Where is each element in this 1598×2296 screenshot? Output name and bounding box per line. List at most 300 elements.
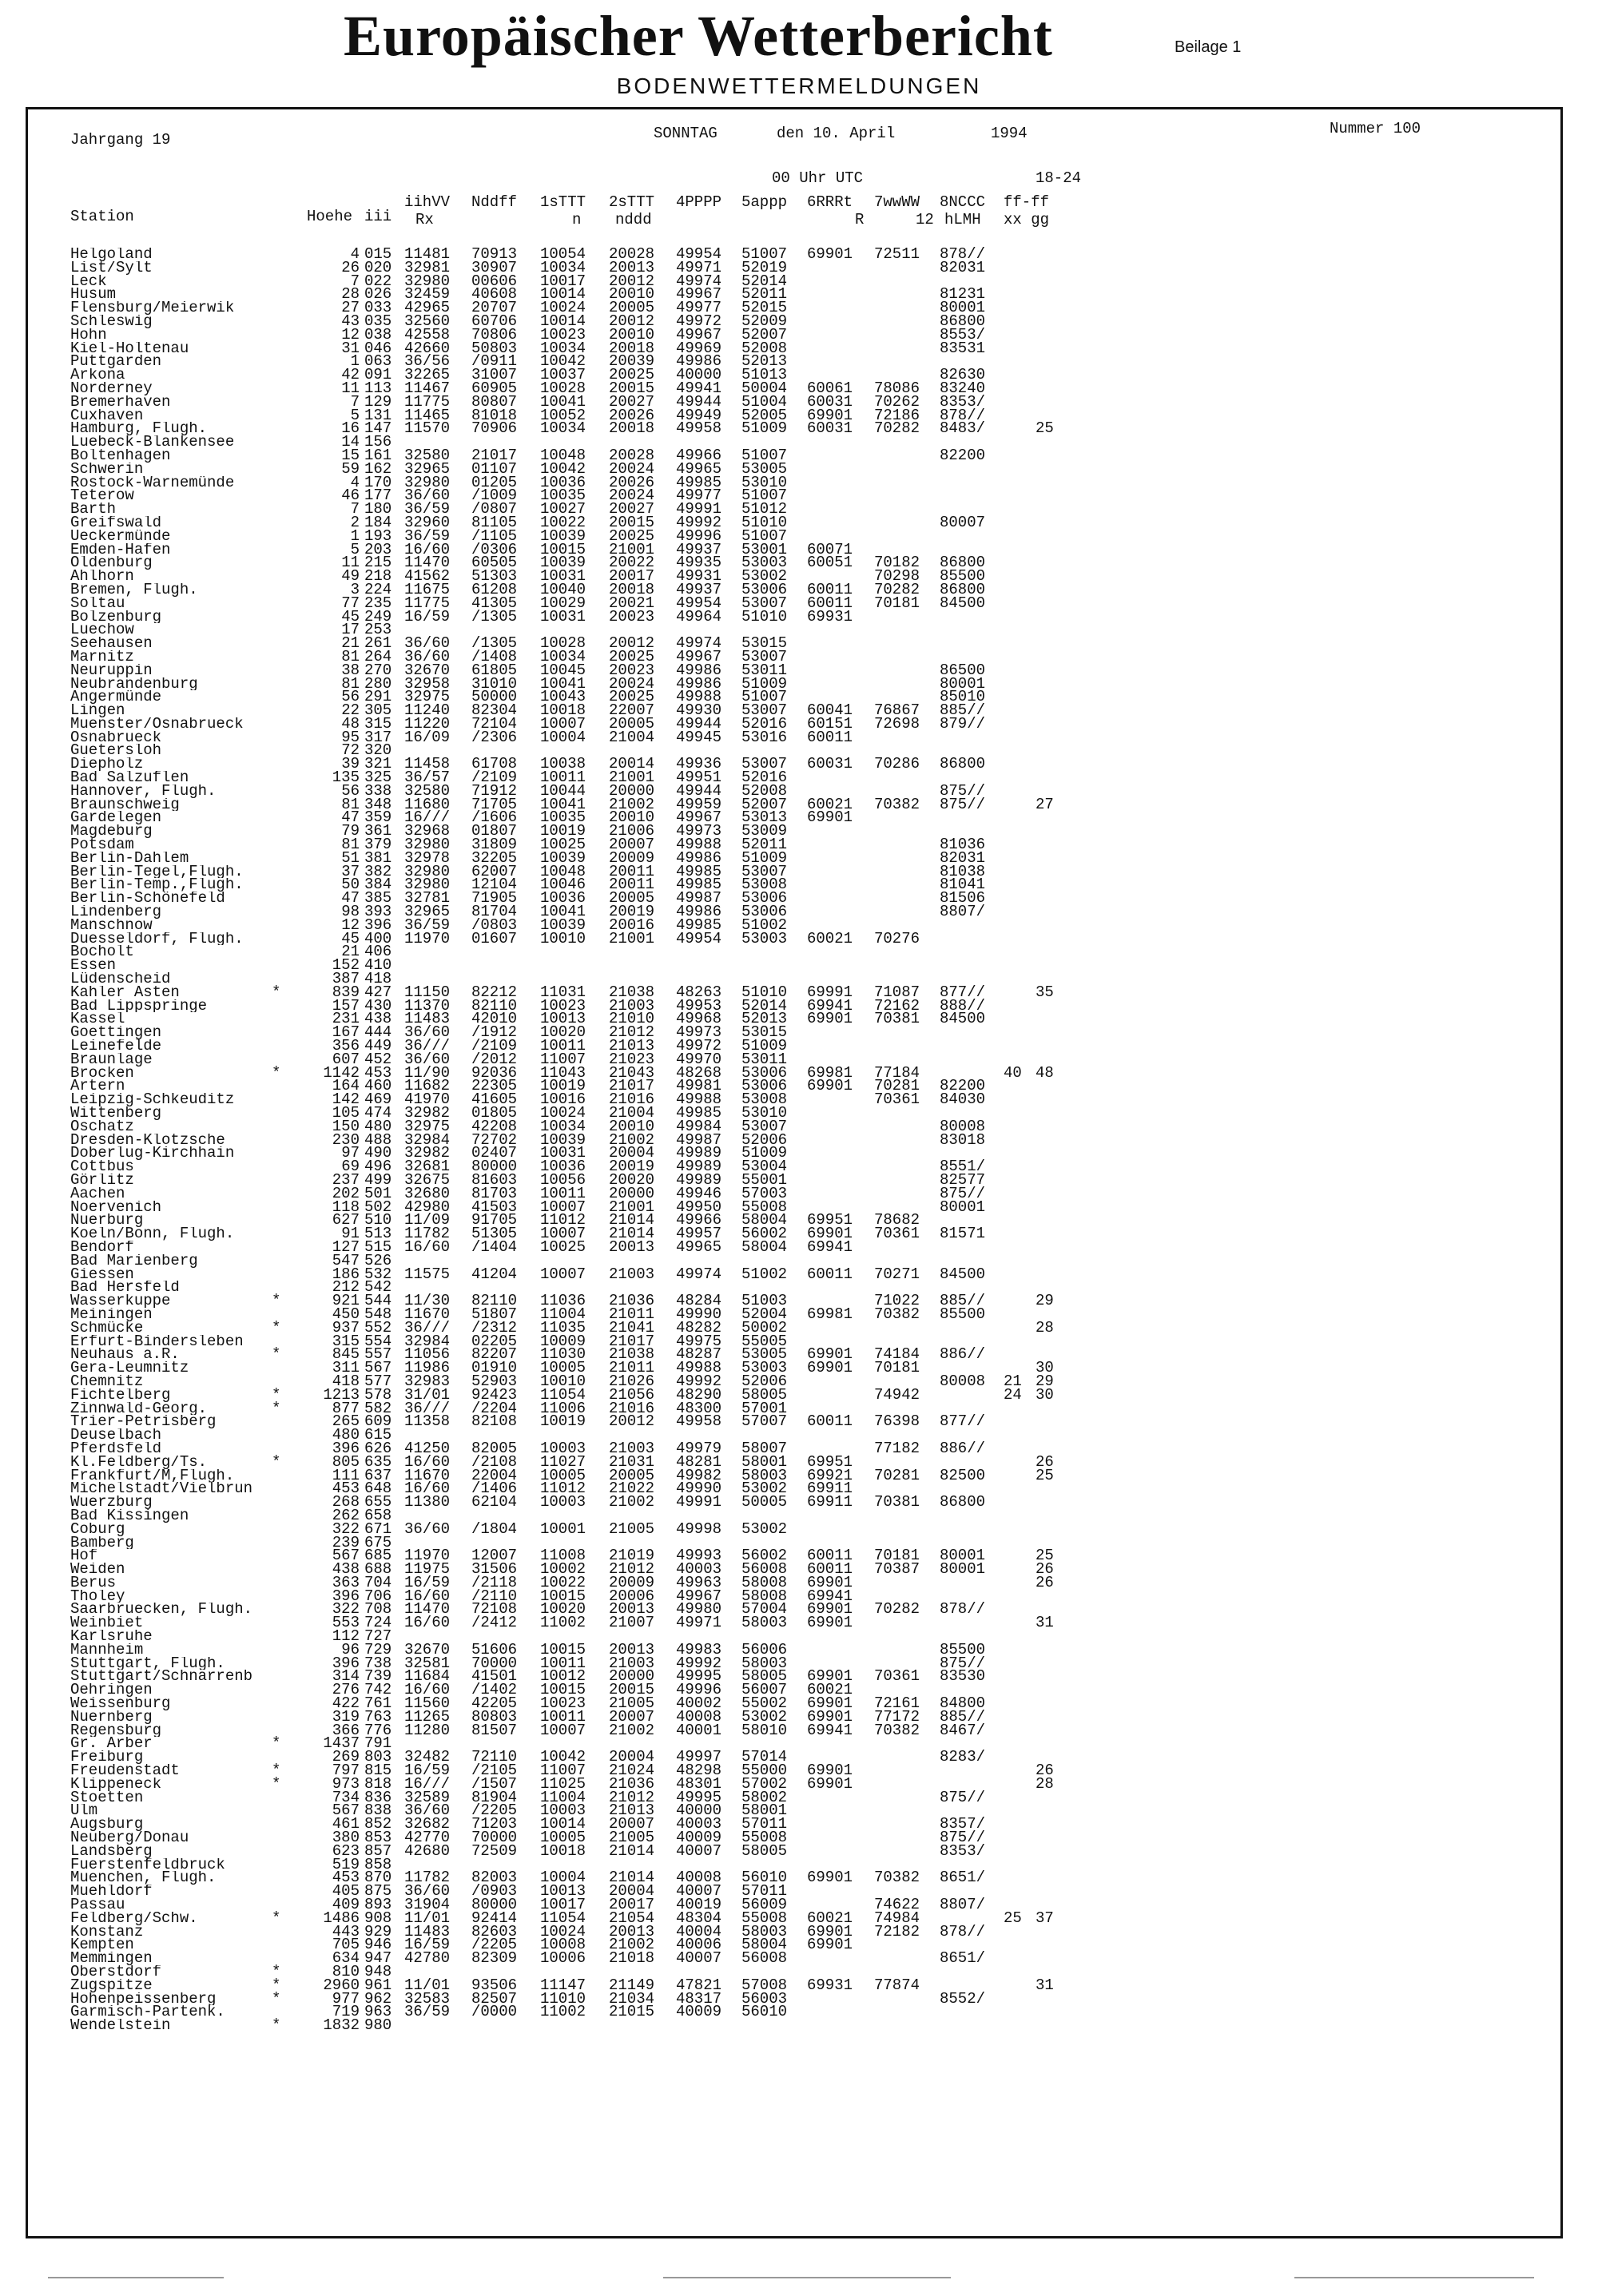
group-2sttt: 21018 <box>609 1949 655 1968</box>
station-height: 49 <box>341 567 360 586</box>
group-6rrrt: 69911 <box>807 1480 853 1498</box>
station-name: Weiden <box>70 1563 125 1576</box>
group-4pppp: 40001 <box>676 1721 722 1739</box>
group-2sttt: 21014 <box>609 1211 655 1229</box>
group-nddff: 81704 <box>471 903 518 921</box>
group-4pppp: 49985 <box>676 1104 722 1122</box>
col-6rrrt-sub: R <box>855 211 865 228</box>
station-row <box>0 1922 1598 1940</box>
group-5appp: 53006 <box>741 903 788 921</box>
year-label: 1994 <box>991 125 1028 142</box>
station-row <box>0 406 1598 424</box>
station-id: 658 <box>364 1506 392 1524</box>
station-name: Neuhaus a.R. <box>70 1348 180 1362</box>
station-row <box>0 661 1598 679</box>
group-8nccc: 83530 <box>940 1667 986 1686</box>
group-iihvv: 36/60 <box>404 1882 451 1901</box>
group-2sttt: 20013 <box>609 258 655 276</box>
group-iihvv: 16/59 <box>404 1573 451 1591</box>
group-2sttt: 21036 <box>609 1774 655 1793</box>
group-1sttt: 10046 <box>540 876 586 894</box>
group-5appp: 58004 <box>741 1936 788 1954</box>
station-id: 578 <box>364 1385 392 1404</box>
station-id: 893 <box>364 1896 392 1914</box>
station-name: Berlin-Dahlem <box>70 851 189 865</box>
group-1sttt: 11002 <box>540 2003 586 2021</box>
group-5appp: 51007 <box>741 245 788 263</box>
station-height: 547 <box>332 1251 360 1269</box>
group-iihvv: 32589 <box>404 1788 451 1806</box>
gust-gg: 26 <box>1036 1452 1054 1471</box>
group-7wwww: 70382 <box>874 795 920 813</box>
station-row <box>0 862 1598 880</box>
group-1sttt: 10052 <box>540 406 586 424</box>
station-id: 763 <box>364 1707 392 1726</box>
station-id: 321 <box>364 755 392 773</box>
group-8nccc: 877// <box>940 983 986 1001</box>
station-height: 142 <box>332 1090 360 1109</box>
group-1sttt: 10019 <box>540 1077 586 1095</box>
group-nddff: /1305 <box>471 634 518 653</box>
station-height: 47 <box>341 808 360 827</box>
station-id: 488 <box>364 1130 392 1149</box>
group-iihvv: 36/// <box>404 1318 451 1337</box>
group-iihvv: 11775 <box>404 594 451 612</box>
station-id: 022 <box>364 272 392 290</box>
station-row <box>0 905 1598 919</box>
group-2sttt: 21002 <box>609 1721 655 1739</box>
group-7wwww: 70361 <box>874 1225 920 1243</box>
station-row <box>0 1023 1598 1042</box>
group-iihvv: 11782 <box>404 1869 451 1887</box>
group-2sttt: 21007 <box>609 1614 655 1632</box>
group-2sttt: 21017 <box>609 1332 655 1350</box>
station-row <box>0 1764 1598 1778</box>
station-row <box>0 1855 1598 1873</box>
station-row <box>0 1063 1598 1082</box>
station-name: Fuerstenfeldbruck <box>70 1857 225 1872</box>
group-iihvv: 42680 <box>404 1841 451 1860</box>
station-row <box>0 1909 1598 1927</box>
group-5appp: 56003 <box>741 1989 788 2008</box>
group-5appp: 51009 <box>741 674 788 693</box>
station-row <box>0 848 1598 867</box>
group-nddff: 81703 <box>471 1184 518 1202</box>
station-row <box>0 1251 1598 1269</box>
station-row <box>0 245 1598 263</box>
station-name: Kempten <box>70 1938 134 1952</box>
group-4pppp: 48281 <box>676 1452 722 1471</box>
station-name: Puttgarden <box>70 355 162 369</box>
station-id: 480 <box>364 1117 392 1135</box>
group-6rrrt: 69901 <box>807 1600 853 1619</box>
group-4pppp: 47821 <box>676 1976 722 1994</box>
group-4pppp: 49986 <box>676 661 722 679</box>
group-4pppp: 49992 <box>676 1654 722 1672</box>
group-nddff: 41204 <box>471 1265 518 1283</box>
station-height: 805 <box>332 1452 360 1471</box>
group-iihvv: 36/60 <box>404 1050 451 1068</box>
group-nddff: 91705 <box>471 1211 518 1229</box>
group-5appp: 58002 <box>741 1788 788 1806</box>
group-4pppp: 49995 <box>676 1667 722 1686</box>
station-height: 719 <box>332 2003 360 2021</box>
station-row <box>0 1882 1598 1901</box>
station-row <box>0 1278 1598 1297</box>
group-4pppp: 49966 <box>676 1211 722 1229</box>
station-name: Kl.Feldberg/Ts. <box>70 1455 208 1469</box>
group-iihvv: 36/60 <box>404 1023 451 1042</box>
station-row <box>0 1640 1598 1658</box>
station-height: 409 <box>332 1896 360 1914</box>
group-1sttt: 10020 <box>540 1600 586 1619</box>
station-id: 704 <box>364 1573 392 1591</box>
group-1sttt: 10035 <box>540 808 586 827</box>
gust-gg: 30 <box>1036 1385 1054 1404</box>
group-4pppp: 40008 <box>676 1707 722 1726</box>
group-5appp: 51004 <box>741 392 788 411</box>
station-name: Bad Kissingen <box>70 1508 189 1523</box>
station-row <box>0 945 1598 959</box>
station-id: 685 <box>364 1547 392 1565</box>
group-4pppp: 40009 <box>676 2003 722 2021</box>
station-height: 5 <box>350 540 360 558</box>
group-6rrrt: 60021 <box>807 795 853 813</box>
group-iihvv: 11370 <box>404 996 451 1015</box>
group-2sttt: 20010 <box>609 325 655 344</box>
group-4pppp: 49988 <box>676 1359 722 1377</box>
station-id: 193 <box>364 526 392 545</box>
group-1sttt: 10035 <box>540 487 586 505</box>
station-height: 322 <box>332 1519 360 1538</box>
group-5appp: 56002 <box>741 1225 788 1243</box>
group-4pppp: 49986 <box>676 903 722 921</box>
group-5appp: 53015 <box>741 634 788 653</box>
group-2sttt: 20005 <box>609 714 655 733</box>
station-name: Hof <box>70 1549 98 1563</box>
station-row <box>0 526 1598 545</box>
station-id: 218 <box>364 567 392 586</box>
group-1sttt: 11054 <box>540 1909 586 1927</box>
group-1sttt: 10011 <box>540 1037 586 1055</box>
station-height: 553 <box>332 1614 360 1632</box>
group-4pppp: 49985 <box>676 916 722 934</box>
group-5appp: 58007 <box>741 1439 788 1457</box>
high-mountain-mark: * <box>272 1318 281 1337</box>
group-6rrrt: 69901 <box>807 1869 853 1887</box>
group-4pppp: 48263 <box>676 983 722 1001</box>
station-id: 946 <box>364 1936 392 1954</box>
col-1sttt: 1sTTT <box>540 193 586 211</box>
group-8nccc: 84030 <box>940 1090 986 1109</box>
group-8nccc: 8651/ <box>940 1869 986 1887</box>
group-nddff: 70000 <box>471 1654 518 1672</box>
gust-gg: 25 <box>1036 419 1054 438</box>
group-8nccc: 82031 <box>940 848 986 867</box>
group-2sttt: 20026 <box>609 406 655 424</box>
group-2sttt: 20027 <box>609 392 655 411</box>
station-row <box>0 1482 1598 1496</box>
group-1sttt: 11054 <box>540 1385 586 1404</box>
group-nddff: 32205 <box>471 848 518 867</box>
group-8nccc: 82031 <box>940 258 986 276</box>
station-id: 609 <box>364 1412 392 1431</box>
station-name: Wuerzburg <box>70 1496 153 1509</box>
group-2sttt: 20039 <box>609 352 655 371</box>
group-2sttt: 20013 <box>609 1600 655 1619</box>
station-id: 929 <box>364 1922 392 1940</box>
group-5appp: 52016 <box>741 769 788 787</box>
group-4pppp: 48268 <box>676 1063 722 1082</box>
group-4pppp: 49974 <box>676 1265 722 1283</box>
high-mountain-mark: * <box>272 1063 281 1082</box>
group-nddff: 42205 <box>471 1694 518 1713</box>
group-1sttt: 10007 <box>540 1721 586 1739</box>
group-1sttt: 11030 <box>540 1345 586 1364</box>
group-iihvv: 16/// <box>404 808 451 827</box>
station-id: 385 <box>364 889 392 908</box>
group-6rrrt: 69941 <box>807 1237 853 1256</box>
group-iihvv: 41562 <box>404 567 451 586</box>
station-id: 020 <box>364 258 392 276</box>
station-height: 152 <box>332 956 360 975</box>
station-id: 648 <box>364 1480 392 1498</box>
group-2sttt: 21004 <box>609 1104 655 1122</box>
group-iihvv: 32581 <box>404 1654 451 1672</box>
station-height: 705 <box>332 1936 360 1954</box>
station-row <box>0 1949 1598 1968</box>
group-iihvv: 11467 <box>404 379 451 397</box>
group-8nccc: 886// <box>940 1345 986 1364</box>
group-nddff: 72509 <box>471 1841 518 1860</box>
group-nddff: 82108 <box>471 1412 518 1431</box>
group-4pppp: 49966 <box>676 446 722 464</box>
station-name: Bad Lippspringe <box>70 999 208 1013</box>
station-row <box>0 1227 1598 1241</box>
station-row <box>0 1750 1598 1764</box>
group-4pppp: 49988 <box>676 688 722 706</box>
station-row <box>0 2016 1598 2035</box>
group-4pppp: 49951 <box>676 769 722 787</box>
station-height: 627 <box>332 1211 360 1229</box>
station-height: 623 <box>332 1841 360 1860</box>
station-id: 291 <box>364 688 392 706</box>
group-8nccc: 82200 <box>940 446 986 464</box>
group-iihvv: 16/// <box>404 1774 451 1793</box>
group-2sttt: 21024 <box>609 1762 655 1780</box>
group-8nccc: 8807/ <box>940 1896 986 1914</box>
group-1sttt: 10006 <box>540 1949 586 1968</box>
group-4pppp: 49995 <box>676 1788 722 1806</box>
group-7wwww: 74942 <box>874 1385 920 1404</box>
group-4pppp: 40007 <box>676 1882 722 1901</box>
group-1sttt: 10003 <box>540 1801 586 1820</box>
station-id: 963 <box>364 2003 392 2021</box>
group-8nccc: 885// <box>940 701 986 720</box>
group-6rrrt: 60051 <box>807 554 853 572</box>
station-name: Guetersloh <box>70 744 162 758</box>
group-5appp: 52008 <box>741 339 788 357</box>
group-1sttt: 10042 <box>540 1748 586 1766</box>
station-height: 3 <box>350 580 360 598</box>
group-2sttt: 20021 <box>609 594 655 612</box>
station-height: 231 <box>332 1010 360 1028</box>
station-row <box>0 1938 1598 1952</box>
station-row <box>0 1079 1598 1093</box>
station-name: Bremerhaven <box>70 395 171 409</box>
group-6rrrt: 60011 <box>807 580 853 598</box>
group-1sttt: 10041 <box>540 392 586 411</box>
group-iihvv: 32560 <box>404 312 451 330</box>
station-id: 554 <box>364 1332 392 1350</box>
time-label: 00 Uhr UTC <box>772 169 864 187</box>
group-1sttt: 10001 <box>540 1519 586 1538</box>
group-1sttt: 10034 <box>540 339 586 357</box>
group-nddff: 01107 <box>471 459 518 478</box>
station-name: Bad Hersfeld <box>70 1281 180 1295</box>
group-nddff: 01607 <box>471 929 518 947</box>
group-2sttt: 20019 <box>609 903 655 921</box>
group-7wwww: 70281 <box>874 1466 920 1484</box>
station-row <box>0 352 1598 371</box>
group-6rrrt: 69901 <box>807 1936 853 1954</box>
group-nddff: /2108 <box>471 1452 518 1471</box>
col-1sttt-sub: n <box>572 211 582 228</box>
station-row <box>0 1439 1598 1457</box>
station-height: 396 <box>332 1587 360 1605</box>
station-height: 2960 <box>323 1976 360 1994</box>
group-1sttt: 10042 <box>540 459 586 478</box>
group-4pppp: 49954 <box>676 245 722 263</box>
group-nddff: 81105 <box>471 513 518 531</box>
group-4pppp: 40009 <box>676 1829 722 1847</box>
station-row <box>0 1560 1598 1579</box>
station-height: 461 <box>332 1815 360 1833</box>
group-8nccc: 84500 <box>940 594 986 612</box>
group-iihvv: 32960 <box>404 513 451 531</box>
group-4pppp: 49935 <box>676 554 722 572</box>
group-iihvv: 42780 <box>404 1949 451 1968</box>
station-id: 727 <box>364 1627 392 1646</box>
group-4pppp: 49944 <box>676 392 722 411</box>
group-iihvv: 42660 <box>404 339 451 357</box>
group-nddff: /1406 <box>471 1480 518 1498</box>
high-mountain-mark: * <box>272 1345 281 1364</box>
gust-ff: 21 <box>1004 1372 1022 1390</box>
group-5appp: 56008 <box>741 1949 788 1968</box>
station-id: 655 <box>364 1493 392 1511</box>
station-id: 567 <box>364 1359 392 1377</box>
station-height: 4 <box>350 245 360 263</box>
group-8nccc: 885// <box>940 1707 986 1726</box>
group-7wwww: 77184 <box>874 1063 920 1082</box>
group-4pppp: 49977 <box>676 487 722 505</box>
station-name: Cuxhaven <box>70 408 144 423</box>
group-1sttt: 10028 <box>540 634 586 653</box>
group-4pppp: 49989 <box>676 1170 722 1189</box>
group-5appp: 53010 <box>741 473 788 491</box>
group-2sttt: 21043 <box>609 1063 655 1082</box>
station-height: 734 <box>332 1788 360 1806</box>
group-2sttt: 21002 <box>609 795 655 813</box>
group-5appp: 51009 <box>741 1144 788 1162</box>
group-5appp: 52011 <box>741 836 788 854</box>
station-name: Erfurt-Bindersleben <box>70 1334 244 1349</box>
station-id: 947 <box>364 1949 392 1968</box>
station-height: 262 <box>332 1506 360 1524</box>
group-5appp: 51013 <box>741 366 788 384</box>
group-4pppp: 49982 <box>676 1466 722 1484</box>
station-id: 857 <box>364 1841 392 1860</box>
station-id: 131 <box>364 406 392 424</box>
group-5appp: 53006 <box>741 580 788 598</box>
group-2sttt: 21002 <box>609 1130 655 1149</box>
station-id: 156 <box>364 433 392 451</box>
group-2sttt: 20015 <box>609 513 655 531</box>
station-id: 203 <box>364 540 392 558</box>
station-name: Bad Salzuflen <box>70 771 189 785</box>
group-6rrrt: 69911 <box>807 1493 853 1511</box>
group-6rrrt: 69951 <box>807 1211 853 1229</box>
group-nddff: 82507 <box>471 1989 518 2008</box>
group-iihvv: 32980 <box>404 272 451 290</box>
station-name: Berlin-Temp.,Flugh. <box>70 878 244 892</box>
group-nddff: /0306 <box>471 540 518 558</box>
group-nddff: 72108 <box>471 1600 518 1619</box>
station-row <box>0 1817 1598 1831</box>
group-4pppp: 49986 <box>676 352 722 371</box>
date-label: den 10. April <box>777 125 896 142</box>
station-height: 12 <box>341 916 360 934</box>
group-iihvv: 42965 <box>404 299 451 317</box>
station-height: 877 <box>332 1399 360 1417</box>
station-row <box>0 1683 1598 1697</box>
station-row <box>0 1667 1598 1686</box>
group-1sttt: 10017 <box>540 1896 586 1914</box>
station-height: 973 <box>332 1774 360 1793</box>
group-nddff: 00606 <box>471 272 518 290</box>
station-name: Braunlage <box>70 1052 153 1067</box>
group-2sttt: 21005 <box>609 1829 655 1847</box>
group-nddff: 70906 <box>471 419 518 438</box>
group-1sttt: 10022 <box>540 1573 586 1591</box>
group-6rrrt: 69941 <box>807 1587 853 1605</box>
station-name: Noervenich <box>70 1200 162 1214</box>
group-2sttt: 21011 <box>609 1359 655 1377</box>
station-name: Pferdsfeld <box>70 1441 162 1456</box>
station-height: 5 <box>350 406 360 424</box>
station-row <box>0 580 1598 598</box>
group-2sttt: 21016 <box>609 1399 655 1417</box>
group-6rrrt: 69901 <box>807 1667 853 1686</box>
station-name: Gr. Arber <box>70 1737 153 1751</box>
group-5appp: 51007 <box>741 487 788 505</box>
station-height: 51 <box>341 848 360 867</box>
station-row <box>0 1452 1598 1471</box>
group-5appp: 57003 <box>741 1184 788 1202</box>
station-row <box>0 1237 1598 1256</box>
group-2sttt: 21014 <box>609 1841 655 1860</box>
group-1sttt: 11027 <box>540 1452 586 1471</box>
group-nddff: /2204 <box>471 1399 518 1417</box>
group-nddff: 61805 <box>471 661 518 679</box>
page-subtitle: BODENWETTERMELDUNGEN <box>616 73 982 98</box>
group-1sttt: 10018 <box>540 701 586 720</box>
station-height: 50 <box>341 876 360 894</box>
station-height: 11 <box>341 379 360 397</box>
group-2sttt: 20004 <box>609 1144 655 1162</box>
group-5appp: 51012 <box>741 500 788 518</box>
